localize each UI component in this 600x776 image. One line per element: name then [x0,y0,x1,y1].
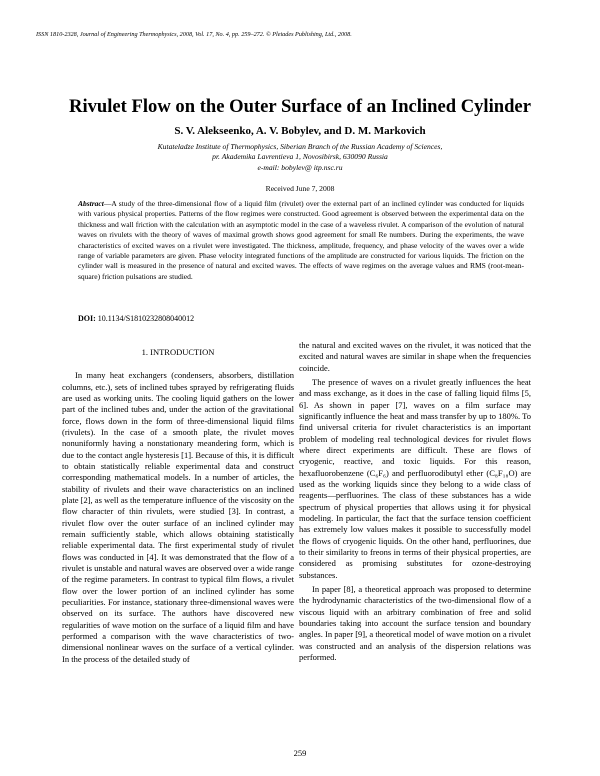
doi-label: DOI: [78,314,96,323]
affiliation-line-1: Kutateladze Institute of Thermophysics, Siberian Branch of the Russian Academy of Sciences, [157,142,443,151]
affiliation-line-2: pr. Akademika Lavrentieva 1, Novosibirsk, 630090 Russia [212,152,388,162]
right-paragraph-2: In paper [8], a theoretical approach was proposed to determine the hydrodynamic characteristics of the two-dimensional flow of a viscous liquid with an arbitrary combination of free and solid boundaries taking into account the surface tension and boundary angles. In paper [9], a theoretical model of wave motion on a rivulet was constructed and an analysis of the dispersion relations was performed. [299,583,531,662]
left-paragraph-1: In many heat exchangers (condensers, absorbers, distillation columns, etc.), sets of inclined tubes sprayed by refrigerating fluids are used as working units. The cooling liquid gathers on the lower part of the inclined tubes and, under the action of the gravitational force, flows down in the form of three-dimensional liquid films (rivulets). In the case of a smooth plate, the rivulet moves nonuniformly having a nonstationary meandering form, which is due to the contact angle hysteresis [1]. Because of this, it is difficult to obtain statistically reliable experimental data and construct corresponding mathematical models. In a number of articles, the stability of rivulets and their wave characteristics on an inclined plate [2], as well as the temperature influence of the viscosity on the flow character of thin rivulets, were studied [3]. In contrast, a rivulet flow over the outer surface of an inclined cylinder may remain sufficiently stable, which allows obtaining statistically reliable experimental data. The first experimental study of rivulet flows was conducted in [4]. It was demonstrated that the flow of a rivulet is unstable and natural waves are observed over a wide range of the regime parameters. In contrast to typical film flows, a rivulet flow over the lower portion of an inclined cylinder has some peculiarities. For instance, stationary three-dimensional waves were observed on its surface. The authors have discovered new regularities of wave motion on the surface of a liquid film and have performed a comparison with the wave characteristics of two-dimensional nonlinear waves on the surface of a vertical cylinder. In the process of the detailed study of [62,370,295,664]
affiliation-email: e-mail: bobylev@ itp.nsc.ru [257,162,343,172]
doi-value: 10.1134/S1810232808040012 [97,314,195,323]
journal-header: ISSN 1810-2328, Journal of Engineering Thermophysics, 2008, Vol. 17, No. 4, pp. 259–272. © Pleiades Publishing, Ltd., 2008. [36,31,352,38]
right-paragraph-continued: the natural and excited waves on the rivulet, it was noticed that the excited and natural waves are similar in shape when the frequencies coincide. [299,340,531,373]
paper-title: Rivulet Flow on the Outer Surface of an Inclined Cylinder [69,96,531,117]
abstract-text: —A study of the three-dimensional flow of a liquid film (rivulet) over the external part of an inclined cylinder was conducted for liquids with various physical properties. Patterns of the flow regimes were constructed. Good agreement is observed between the experimental data on the thickness and wall friction with the calculation with an asymptotic model in the case of a waveless rivulet. A comparison of the evolution of natural waves on rivulets with the theory of waves of maximal growth shows good agreement for small Re numbers. During the experiments, the wave characteristics of excited waves on a rivulet were investigated. The thickness, amplitude, frequency, and phase velocity of the waves over a wide range of variable parameters are given. Phase velocity integrated functions of the amplitude are constructed for various liquids. The friction on the cylinder wall is measured in the presence of natural and excited waves. The effects of wave regimes on the average values and RMS (root-mean-square) friction pulsations are studied. [78,199,524,281]
affiliation-block [0,142,600,173]
author-list: S. V. Alekseenko, A. V. Bobylev, and D. M. Markovich [174,125,426,137]
doi-line [78,313,194,324]
abstract [78,199,524,282]
left-column [62,340,294,665]
right-paragraph-1: The presence of waves on a rivulet greatly influences the heat and mass exchange, as it does in the case of falling liquid films [5, 6]. As shown in paper [7], waves on a film surface may significantly influence the heat and mass transfer by up to 180%. To find universal criteria for rivulet characteristics is an important problem of modeling real technological devices for rivulet flows where direct experiments are difficult. These are flows of cryogenic, reactive, and toxic liquids. For this reason, hexafluorobenzene (C₆F₆) and perfluorodibutyl ether (C₈F₁₈O) are used as the working liquids since they belong to a wide class of reagents—perfluorines. The class of these substances has a wide spectrum of physical properties that allows using it for physical modeling. In particular, the fact that the surface tension coefficient has extremely low values makes it possible to successfully model the flows of cryogenic liquids. On the other hand, perfluorines, due to their similarity to freons in terms of their physical properties, are considered as promising substitutes for ozone-destroying substances. [299,376,531,580]
received-date: Received June 7, 2008 [265,184,335,193]
section-heading-introduction: 1. INTRODUCTION [141,347,215,357]
right-column [299,340,531,663]
abstract-label: Abstract [78,199,104,208]
page-number: 259 [293,748,307,758]
